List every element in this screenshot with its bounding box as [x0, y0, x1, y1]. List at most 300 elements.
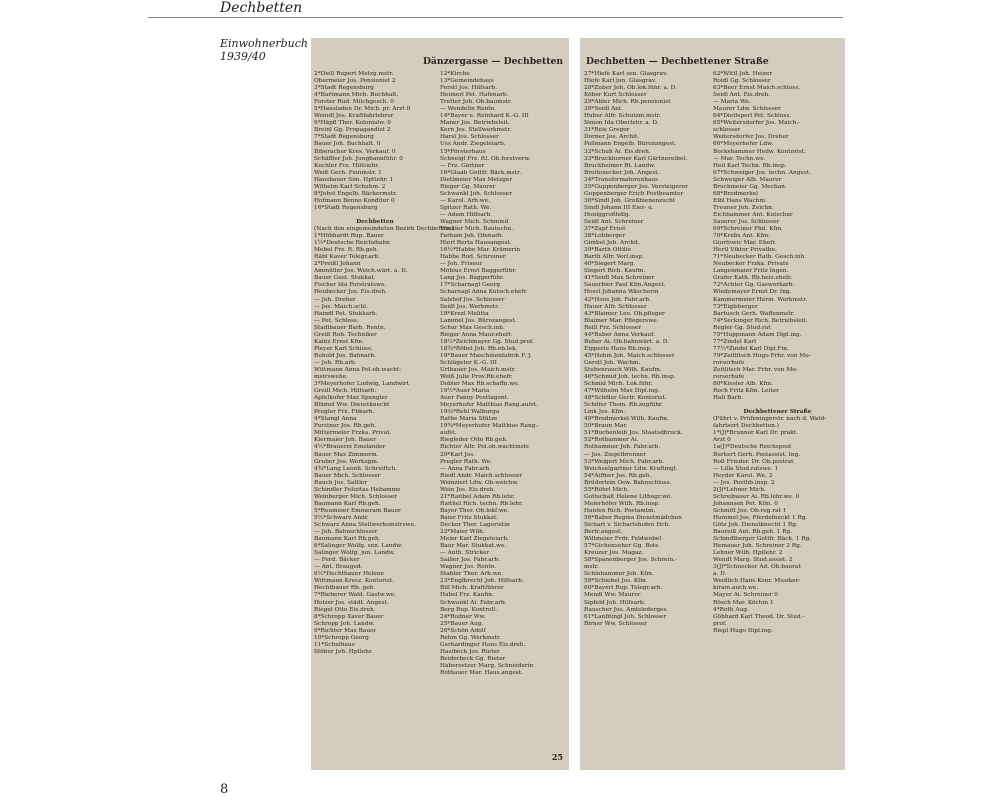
directory-entry: Kainz Ernst Kfm.	[314, 338, 364, 345]
directory-entry: Pregler Frz. Fbkarb.	[314, 409, 375, 416]
directory-entry: — Joh. Bahnschlosser	[314, 529, 378, 536]
directory-entry: 3*Stadt Regensburg	[314, 85, 374, 92]
directory-entry: mstrswehe.	[314, 374, 348, 381]
directory-entry: (Führt v. Prüfeningerstr. nach d. Wald-	[713, 416, 827, 423]
directory-entry: Schwankl Joh. Schlosser	[440, 190, 512, 197]
directory-entry: Hall Barb.	[713, 395, 744, 402]
directory-entry: Schwankl Ai. Fabr.arb.	[440, 599, 507, 606]
directory-entry: Sailler Jos. Fabr.arb.	[440, 557, 501, 564]
directory-entry: 14*Bayer u. Reinhard K.-G. III	[440, 113, 529, 120]
directory-entry: — Frz. Gärtner	[440, 162, 485, 169]
directory-entry: 70*Krebs Ant. Kfm.	[713, 233, 771, 240]
directory-entry: — Karol. Arb.we.	[440, 197, 490, 204]
directory-entry: Rohold Jos. Bahnarb.	[314, 352, 376, 359]
scanned-page-right-column-1	[584, 71, 709, 764]
directory-entry: 19⅔*Rebl Walburga	[440, 409, 500, 416]
directory-entry: Göbhard Karl Theod. Dr. Stud.-	[713, 613, 805, 620]
directory-entry: Dechbettener Straße	[743, 409, 812, 416]
directory-entry: 45*Hehm Joh. Maich.schlosser	[584, 352, 675, 359]
directory-entry: 73*Eiglsberger	[713, 303, 758, 310]
directory-entry: 10*Schropp Georg	[314, 634, 369, 641]
directory-entry: 6½*Hechtbauer Helene	[314, 571, 384, 578]
directory-entry: 65*Weitersdorfer Jos. Maich.-	[713, 120, 801, 127]
directory-entry: Schmitt Jos. Ob.reg.rat 1	[713, 507, 787, 514]
directory-entry: Wittmann Anna Pol.ob.wacht-	[314, 366, 402, 373]
directory-entry: 6*Häpfl Ther. Kolonialw. 0	[314, 120, 391, 127]
directory-entry: Spitzer Rath. We.	[440, 204, 492, 211]
directory-entry: 18½*Zeichmayer Gg. Stud.prof.	[440, 338, 534, 345]
directory-entry: Weinzierl Ldw. Ob.weichw.	[440, 479, 519, 486]
running-header-title: Dechbetten	[220, 0, 303, 16]
directory-entry: Kreuzer Jos. Magaz.	[584, 550, 644, 557]
directory-entry: 17*Scharnagl Georg	[440, 282, 501, 289]
directory-entry: Forster Rud. Milchgesch. 0	[314, 99, 394, 106]
directory-entry: 38*Lohberger	[584, 233, 626, 240]
directory-entry: 30*Seidl Ant.	[584, 106, 624, 113]
directory-entry: 8*Jobst Engelb. Bäckermstr.	[314, 190, 398, 197]
directory-entry: Schöfer Thom. Rb.zugführ.	[584, 402, 663, 409]
directory-entry: Salinger Wolfg. jun. Landw.	[314, 550, 395, 557]
directory-entry: Giurfowic Mar. Ehefr.	[713, 240, 777, 247]
directory-entry: Honiggroßhdlg.	[584, 211, 631, 218]
directory-entry: 8*Schropp Xaver Bauer	[314, 613, 384, 620]
directory-entry: Riegleder Otto Rb.geh.	[440, 437, 508, 444]
directory-entry: 11*Schulhaus	[314, 641, 355, 648]
directory-entry: Bertr.angest.	[584, 529, 623, 536]
directory-entry: — Mar. Techn.we.	[713, 155, 766, 162]
directory-entry: Schindler Felizitas Hebamme	[314, 486, 401, 493]
directory-entry: Holzer Jos. städt. Angest.	[314, 599, 389, 606]
directory-entry: 47*Wilhelm Max Dipl.ing.	[584, 388, 660, 395]
directory-entry: 56*Baber Regina Dienstmädchen	[584, 514, 682, 521]
directory-entry: 20*Karl Jos.	[440, 451, 476, 458]
directory-entry: Johannsen Pet. Kfm. 0	[713, 500, 778, 507]
directory-entry: 51*Buchenleib Jos. Staatsdbruck.	[584, 430, 683, 437]
directory-entry: Kiermaier Joh. Bauer	[314, 437, 377, 444]
directory-entry: Rehm Gg. Werkmstr.	[440, 634, 501, 641]
directory-entry: Rothauer Mar. Haus.angest.	[440, 669, 523, 676]
directory-entry: 67*Schweiger Jos. techn. Angest.	[713, 169, 812, 176]
directory-entry: mstr.	[584, 564, 599, 571]
directory-entry: Baureiß Ant. Rb.geh. 1 Rg.	[713, 529, 793, 536]
directory-entry: Breitenecker Joh. Angest.	[584, 169, 660, 176]
directory-entry: Hummel Jos. Pferdefneckt 1 Rg.	[713, 514, 808, 521]
directory-entry: Forstner Jos. Rb.geh.	[314, 423, 377, 430]
directory-entry: Mendl Ww. Maurer	[584, 592, 641, 599]
directory-entry: 12*Kirche	[440, 71, 470, 77]
directory-entry: 64*Dietlsperl Pet. Schloss.	[713, 113, 792, 120]
directory-entry: — Joh. Friseur	[440, 261, 483, 268]
directory-entry: 66*Meyerhofer Ldw.	[713, 141, 774, 148]
directory-entry: Eichhammer Ant. Kutscher	[713, 211, 793, 218]
directory-entry: 74*Seckinger Rich. Betriebsleit.	[713, 317, 808, 324]
directory-entry: Decker Ther. Lageristin	[440, 522, 510, 528]
directory-entry: 22*Maier Wilh.	[440, 529, 485, 536]
directory-entry: fahrtsort Dechbetten.)	[713, 423, 779, 430]
directory-entry: Baur Mar. Stukkat.we.	[440, 543, 507, 550]
directory-entry: Bartusch Gerh. Waffenmstr.	[713, 310, 795, 317]
directory-entry: 23*Englbrecht Joh. Hilfsarb.	[440, 578, 524, 585]
directory-entry: Hossl Johanna Wäscherin	[584, 289, 659, 296]
directory-entry: rorserhufe	[713, 359, 745, 366]
directory-entry: Schinhammer Joh. Kfm.	[584, 571, 654, 578]
directory-entry: Eibl Hans Wachm.	[713, 197, 767, 204]
directory-entry: 7*Rieberer Wald. Gastw.we.	[314, 592, 397, 599]
directory-entry: 4½*Brauerei Emslander	[314, 444, 386, 451]
directory-entry: Bill Mich. Kraftführer	[440, 585, 504, 592]
directory-entry: Heil Karl Techn. Rb.insp.	[713, 162, 787, 169]
directory-entry: Wittmann Kresz. Kontorist.	[314, 578, 394, 585]
directory-entry: Riedl Andr. Maich.schlosser	[440, 472, 523, 479]
directory-entry: 50*Braun Mar.	[584, 423, 628, 430]
directory-entry: Wein Jos. Eis.dreh.	[440, 486, 496, 493]
directory-entry: 5½*Schwarz Andr.	[314, 514, 369, 521]
directory-entry: Brüderlein Osw. Bahnschloss.	[584, 479, 672, 486]
directory-entry: Rösch Mar. Köchin 1	[713, 599, 774, 606]
directory-entry: Meier Karl Ziegeleiarb.	[440, 536, 509, 543]
directory-entry: 7*Stadt Regensburg	[314, 134, 374, 141]
directory-entry: kiram.auch.we.	[713, 585, 759, 592]
directory-entry: 33*Bruckhorner Karl Gärtnereibel.	[584, 155, 688, 162]
directory-entry: 3(J)*Schnecker Ad. Ob.baurat	[713, 564, 801, 571]
directory-entry: Blaimer Mar. Pflegerswe.	[584, 317, 659, 324]
directory-entry: — Jos. Maich.schl.	[314, 303, 368, 310]
directory-entry: Regler Gg. Stud.rat	[713, 324, 771, 331]
directory-entry: Räbl Kaver Telegr.arb.	[314, 254, 381, 261]
directory-entry: Scharnagl Anna Kutsch.ehefr.	[440, 289, 528, 296]
directory-entry: Biberacher Kres. Verkauf. 0	[314, 148, 396, 155]
directory-entry: Stöber Joh. Hptlehr.	[314, 648, 373, 655]
directory-entry: Beiderbeck Gg. Rieter	[440, 655, 506, 662]
directory-entry: Fischer Ida Forstratswe.	[314, 282, 387, 289]
directory-entry: Gottschalt Helene Lithogr.we.	[584, 493, 673, 500]
source-caption-line-1: Einwohnerbuch	[220, 37, 308, 50]
directory-entry: 40*Siegert Marg.	[584, 261, 636, 268]
directory-entry: 60*Bayerl Rup. Telegr.arb.	[584, 585, 663, 592]
directory-entry: 13*Gemeindehaus	[440, 78, 494, 85]
directory-entry: 27*Hiefe Karl sen. Glasgrav.	[584, 71, 668, 77]
directory-entry: Seidl Ant. Schreiner	[584, 218, 644, 225]
directory-entry: Reill Frz. Schlosser	[584, 324, 642, 331]
directory-entry: — Anth. Stricker	[440, 550, 490, 557]
directory-entry: 24*Rodner Ww.	[440, 613, 486, 620]
directory-entry: Bayer Ther. Ob.lokf.we.	[440, 507, 510, 514]
directory-entry: a. D.	[713, 571, 727, 578]
directory-entry: 16*Glaab Gottfr. Bäck.mstr.	[440, 169, 522, 176]
directory-entry: — Lilla Stud.ratswe. 1	[713, 465, 779, 472]
directory-entry: 5*Reumeier Emmeram Bauer	[314, 507, 401, 514]
directory-entry: Heyder Karol. We. 2	[713, 472, 773, 479]
directory-entry: 41*Seidl Max Schreiner	[584, 275, 655, 282]
directory-entry: Hertl Viktor Privatbe.	[713, 247, 777, 254]
directory-entry: Ferstl Jos. Hilfsarb.	[440, 85, 498, 92]
directory-entry: Stubenrauch Wilh. Kaufm.	[584, 366, 662, 373]
directory-entry: Dechbetten	[356, 218, 394, 225]
directory-entry: — Anna Fabr.arb.	[440, 465, 492, 472]
directory-entry	[713, 402, 842, 409]
directory-entry: Huber Alfr. Schutzm.mstr.	[584, 113, 661, 120]
directory-entry: Buber Ai. Ob.bahnwärt. a. D.	[584, 338, 670, 345]
directory-entry: Hasibeck Jos. Rieter	[440, 648, 500, 655]
directory-entry: Habel Frz. Kaufm.	[440, 592, 494, 599]
directory-entry: Baumann Karl Rb.geh.	[314, 500, 381, 507]
directory-entry: Maurer Ldw. Schlosser	[713, 106, 781, 113]
directory-entry: 57*Gichenseher Gg. Bote	[584, 543, 659, 550]
directory-entry: Rauch Jos. Sattler	[314, 479, 368, 486]
header-rule	[148, 17, 843, 18]
directory-entry: Lang Jos. Baggerführ.	[440, 275, 504, 282]
directory-entry: Weidlich Hans Konr. Musiker-	[713, 578, 801, 585]
directory-entry: 55*Röhrl Mich.	[584, 486, 629, 493]
directory-entry: Gerstl Joh. Wachm.	[584, 359, 641, 366]
directory-entry: Wagner Mich. Schmied	[440, 218, 509, 225]
directory-entry: Harsl Jos. Schlosser	[440, 134, 499, 141]
directory-entry: Obermeier Jos. Pensionist 2	[314, 78, 396, 85]
directory-entry: Möbius Ernst Baggerführ.	[440, 268, 517, 275]
directory-entry: Weindl Jos. Kraftfahrlehrer	[314, 113, 394, 120]
directory-entry: 42*Hoos Joh. Fabr.arb.	[584, 296, 651, 303]
directory-entry: Berg Rup. Kontroll.	[440, 606, 498, 613]
directory-entry: Roidl Gg. Schlosser	[713, 78, 771, 85]
directory-entry: Haindl Pet. Stukkarb.	[314, 310, 378, 317]
directory-entry: 19½*Auer Maria	[440, 388, 490, 395]
directory-entry: 2*Preißl Johann	[314, 261, 361, 268]
directory-entry: Roß Frieder. Dr. Ob.postrat	[713, 458, 794, 465]
directory-entry: Hofmann Benno Konditor 0	[314, 197, 395, 204]
directory-entry: Ammüller Jos. Weich.wärt. a. D.	[314, 268, 408, 275]
directory-entry: 31*Reis Gregor	[584, 127, 630, 134]
directory-entry: Pleyer Karl Schloss.	[314, 345, 373, 352]
directory-entry: 29*Abler Mich. Rb.pensionist	[584, 99, 671, 106]
directory-entry: Urlbauer Jos. Maich.mstr.	[440, 366, 516, 373]
directory-entry: 68*Brodmerkel	[713, 190, 759, 197]
directory-entry: Arzt 0	[713, 437, 731, 444]
directory-entry: 61*Lanfitingl Joh. Schlosser	[584, 613, 667, 620]
directory-entry: 4*Stangl Anna	[314, 416, 357, 423]
directory-entry: Bauer Gust. Stukkat.	[314, 275, 376, 282]
scanned-page-left	[311, 38, 569, 770]
directory-entry: schlosser	[713, 127, 741, 134]
directory-entry: Schropp Joh. Landw.	[314, 620, 375, 627]
directory-entry: Schreibauer Ai. Rb.lehr.we. 0	[713, 493, 800, 500]
directory-entry: 62*Wittl Joh. Heizer	[713, 71, 773, 77]
directory-entry: Schneigl Frz. ftl. Ob.forstverw.	[440, 155, 531, 162]
directory-entry: Pregler Rath. We.	[440, 458, 493, 465]
directory-entry: 21*Raithel Adam Rb.lehr.	[440, 493, 515, 500]
directory-entry: 77*Zindel Karl	[713, 338, 757, 345]
directory-entry: — Maria We.	[713, 99, 751, 106]
directory-entry: 71*Neubecker Rath. Gesch.inh.	[713, 254, 807, 261]
directory-entry: 28*Zuber Joh. Ob.lok.führ. a. D.	[584, 85, 677, 92]
directory-entry: Pollmann Engelb. Bürozangest.	[584, 141, 677, 148]
directory-entry: 6*Salinger Wolfg. sen. Landw.	[314, 543, 403, 550]
directory-entry: Mebel Frz. R. Rb.geh.	[314, 247, 379, 254]
directory-entry: Maner Jos. Betriebsleit.	[440, 120, 510, 127]
directory-entry: Bruckmeier Gg. Mechan.	[713, 183, 787, 190]
directory-entry: Baumann Karl Rb.geh.	[314, 536, 381, 543]
directory-entry: Burkert Gerh. Postassist. Ing.	[713, 451, 801, 458]
directory-entry: 48*Schöler Gertr. Kontorist.	[584, 395, 667, 402]
directory-entry: Blümel Ww. Dienstknecht	[314, 402, 390, 409]
directory-entry: 16½*Habbe Mar. Krämerin	[440, 247, 521, 254]
directory-entry: 26*Schön Adolf	[440, 627, 486, 634]
directory-entry: 77½*Zindel Karl Dipl.Fm.	[713, 345, 789, 352]
directory-entry: Farbam Joh. Ofenarb.	[440, 233, 504, 240]
directory-entry: Sauerer Jos. Schlosser	[713, 218, 780, 225]
scanned-page-right	[580, 38, 845, 770]
directory-entry: 79*Zeitlitsch Hugo Frhr. von Mo-	[713, 352, 811, 359]
directory-entry: Tretter Joh. Ob.baumstr.	[440, 99, 512, 106]
directory-entry: — Wendelin Rentn.	[440, 106, 497, 113]
directory-entry: 44*Baber Anna Verkauf.	[584, 331, 656, 338]
directory-entry: 4*Bartmann Mich. Buchhalt.	[314, 92, 399, 99]
directory-entry: Greill Mich. Hilfsarb.	[314, 388, 377, 395]
directory-entry: Götz Joh. Dienstknecht 1 Rg.	[713, 522, 798, 528]
directory-entry: Greiß Rob. Techniker	[314, 331, 377, 338]
directory-entry: 72*Achter Gg. Gaswerkarb.	[713, 282, 795, 289]
directory-entry: 63*Beer Ernst Maich.schloss.	[713, 85, 801, 92]
directory-entry: — Jos. Ziegelbrenner	[584, 451, 647, 458]
directory-entry: (Nach den eingemeindeten Bezirk Dechbetten.)	[314, 226, 455, 233]
directory-entry: Salzhof Jos. Schlosser	[440, 296, 505, 303]
directory-entry: Barth Alfr. Verl.insp.	[584, 254, 645, 261]
directory-entry: 15*Försterhaus	[440, 148, 486, 155]
directory-entry: Rieger Anna Maur.ehefr.	[440, 331, 513, 338]
directory-entry: Kammermeier Herm. Werkmstr.	[713, 296, 808, 303]
scanned-page-left-number: 25	[551, 752, 563, 762]
directory-entry: Hemauer Joh. Schreiner 2 Rg.	[713, 543, 802, 550]
directory-entry: 52*Rothammer Ai.	[584, 437, 639, 444]
directory-entry: Hansbauer Sim. Hpttehr. 1	[314, 176, 394, 183]
directory-entry	[314, 212, 436, 219]
directory-entry: Mittermeier Frzka. Privat.	[314, 430, 392, 437]
directory-entry: Gruber Jos. Werkzgm.	[314, 458, 379, 465]
directory-entry: Schlägeter K.-G. III	[440, 359, 497, 366]
directory-entry: Rieger Gg. Maurer	[440, 183, 496, 190]
directory-entry: Raithel Rich. techn. Rb.lehr.	[440, 500, 523, 507]
directory-entry: Riepl Hugo Dipl.ing.	[713, 627, 773, 634]
directory-entry: Langenmaier Fritz Ingen.	[713, 268, 789, 275]
directory-entry: Hechtbauer Rb. geh.	[314, 585, 376, 592]
directory-entry: Simon Ida Oberlehr. a. D.	[584, 120, 659, 127]
directory-entry: aufst.	[440, 430, 457, 437]
directory-entry: Breinl Gg. Propagandist 2	[314, 127, 391, 134]
directory-entry: Schweiger Alb. Maurer	[713, 176, 782, 183]
directory-entry: 32*Schuh Ai. Eis.dreh.	[584, 148, 651, 155]
directory-entry: Richter Alfr. Pol.ob.wachtmstr.	[440, 444, 530, 451]
directory-entry: Link Jos. Kfm.	[584, 409, 626, 416]
directory-entry: 1*(J)*Brunner Karl Dr. prakt.	[713, 430, 798, 437]
directory-entry: Habersetzer Marg. Schneiderin	[440, 662, 534, 669]
directory-entry: 75*Huppmann Adam Dipl.ing.	[713, 331, 802, 338]
directory-entry: Lehner Wilh. Hptlehr. 2	[713, 550, 783, 557]
directory-entry: 37*Zapf Ernst	[584, 226, 626, 233]
directory-entry: 18¾*Röbel Joh. Rb.ob.lek.	[440, 345, 518, 352]
directory-entry: Eipperle Hans Rb.insp.	[584, 345, 652, 352]
directory-entry: prof.	[713, 620, 727, 627]
directory-entry: 36*Sindl Joh. Großbienenzucht	[584, 197, 676, 204]
directory-entry: 59*Schiebel Jos. Kfm.	[584, 578, 648, 585]
directory-entry: Uss Andr. Ziegeleiarb.	[440, 141, 506, 148]
directory-entry: Weinberger Mich. Schlosser	[314, 493, 398, 500]
directory-entry: 43*Blaimer Leo. Ob.pfleger	[584, 310, 665, 317]
directory-entry: Köber Kurt Schlosser	[584, 92, 647, 99]
directory-entry: Auer Fanny Posttagent.	[440, 395, 509, 402]
directory-entry: 25*Bauer Aug.	[440, 620, 484, 627]
directory-entry: Heimerl Pet. Hafenarb.	[440, 92, 509, 99]
directory-entry: 54*Aiffner Jos. Rb.geh.	[584, 472, 652, 479]
directory-entry: 9*Richter Max Bauer	[314, 627, 377, 634]
directory-entry: Siegert Rich. Kaufm.	[584, 268, 646, 275]
directory-entry: Bauer Joh. Buchhalt. 0	[314, 141, 381, 148]
directory-entry: Weiß Gerh. Feinmstr. 1	[314, 169, 382, 176]
directory-entry: Neubecker Frzka. Private	[713, 261, 789, 268]
directory-entry: Gimbel Joh. Archit.	[584, 240, 641, 247]
directory-entry: Birner Ww. Schlosser	[584, 620, 648, 627]
directory-entry: Schur Max Gesch.inh.	[440, 324, 505, 331]
directory-entry: Schwarz Anna Stellwerksmstrswe.	[314, 522, 416, 528]
directory-entry: — Jos. Posthb.insp. 2	[713, 479, 775, 486]
directory-entry: 1*Höbhardt Rup. Bauer	[314, 233, 384, 240]
directory-entry: 4*Roth Aug.	[713, 606, 749, 613]
directory-entry: 39*Barth Ottilie	[584, 247, 632, 254]
directory-entry: Treuner Joh. Zeichn.	[713, 204, 774, 211]
directory-entry: 34*Transformatorenhaus	[584, 176, 659, 183]
directory-entry: — Ferd. Bäcker	[314, 557, 360, 564]
directory-entry: Bockshammer Hedw. Kontorist.	[713, 148, 806, 155]
directory-entry: 49*Brodmerkel Wilh. Kaufm.	[584, 416, 669, 423]
directory-entry: Dobler Max Rb.schaffn.we.	[440, 381, 520, 388]
directory-entry: Sauerbier Paul Kfm.Angest.	[584, 282, 666, 289]
directory-entry: Zeitlitsch Mar. Frhr. von Mo-	[713, 366, 798, 373]
directory-entry: Schäffler Joh. Jungbannführ. 0	[314, 155, 403, 162]
directory-entry: — Adam Hilfsarb.	[440, 211, 492, 218]
directory-entry: 69*Schreiner Phil. Kfm.	[713, 226, 783, 233]
directory-entry: Rathe Maria Stütze	[440, 416, 498, 423]
directory-entry: — Ant. Brauged.	[314, 564, 363, 571]
page-number: 8	[220, 782, 229, 797]
directory-entry: Rothammer Joh. Fabr.arb.	[584, 444, 661, 451]
directory-entry: Meierhöfer Wilh. Rb.insp.	[584, 500, 660, 507]
directory-entry: 35*Guppenberger Jos. Versteigerer	[584, 183, 688, 190]
scanned-page-right-column-2	[713, 71, 842, 764]
directory-entry: Bruckheimer Rt. Landw.	[584, 162, 656, 169]
directory-entry: 1½*Deutsche Reichsbahn	[314, 240, 390, 247]
directory-entry: 46*Schmid Joh. techn. Rb.insp.	[584, 374, 676, 381]
directory-entry: Weiß Julie Prov.Rb.ehefr.	[440, 374, 513, 381]
directory-entry: 1a(J)*Deutsche Reichspost	[713, 444, 792, 451]
directory-entry: Hierl Berta Hausangest.	[440, 240, 512, 247]
directory-entry: 2*Diell Rupert Metzg.mstr.	[314, 71, 394, 77]
directory-entry: Winkler Mich. Bautechn.	[440, 226, 514, 233]
directory-entry: — Joh. Rb.arb.	[314, 359, 357, 366]
directory-entry: 58*Spanenberger Jos. Schrein.-	[584, 557, 677, 564]
directory-entry: Sichart v. Sichartshofen Hch.	[584, 522, 671, 528]
directory-entry: Sipfeld Joh. Hilfsarb.	[584, 599, 646, 606]
directory-entry: Mayer Ai. Schreiner 0	[713, 592, 778, 599]
directory-entry: — Joh. Dreher	[314, 296, 356, 303]
directory-entry: 2(J)*Lehner Mich.	[713, 486, 766, 493]
directory-entry: Stabler Ther. Arb.we.	[440, 571, 503, 578]
directory-entry: 3*Meyerhofer Ludwig, Landwirt	[314, 381, 410, 388]
directory-entry: Weitersdorfer Jos. Dreher	[713, 134, 789, 141]
directory-entry: Sindl Johann III Eier- u.	[584, 204, 654, 211]
directory-entry: Meyerhofer Matthias Rang.aufst.	[440, 402, 538, 409]
directory-entry: 19*Bauer Maschinenfabrik F. J.	[440, 352, 532, 359]
directory-entry: 16*Stadt Regensburg	[314, 204, 378, 211]
directory-entry: 80*Kiesler Alb. Kfm.	[713, 381, 774, 388]
directory-entry: Hiefe Karl jun. Glasgrav.	[584, 78, 657, 85]
